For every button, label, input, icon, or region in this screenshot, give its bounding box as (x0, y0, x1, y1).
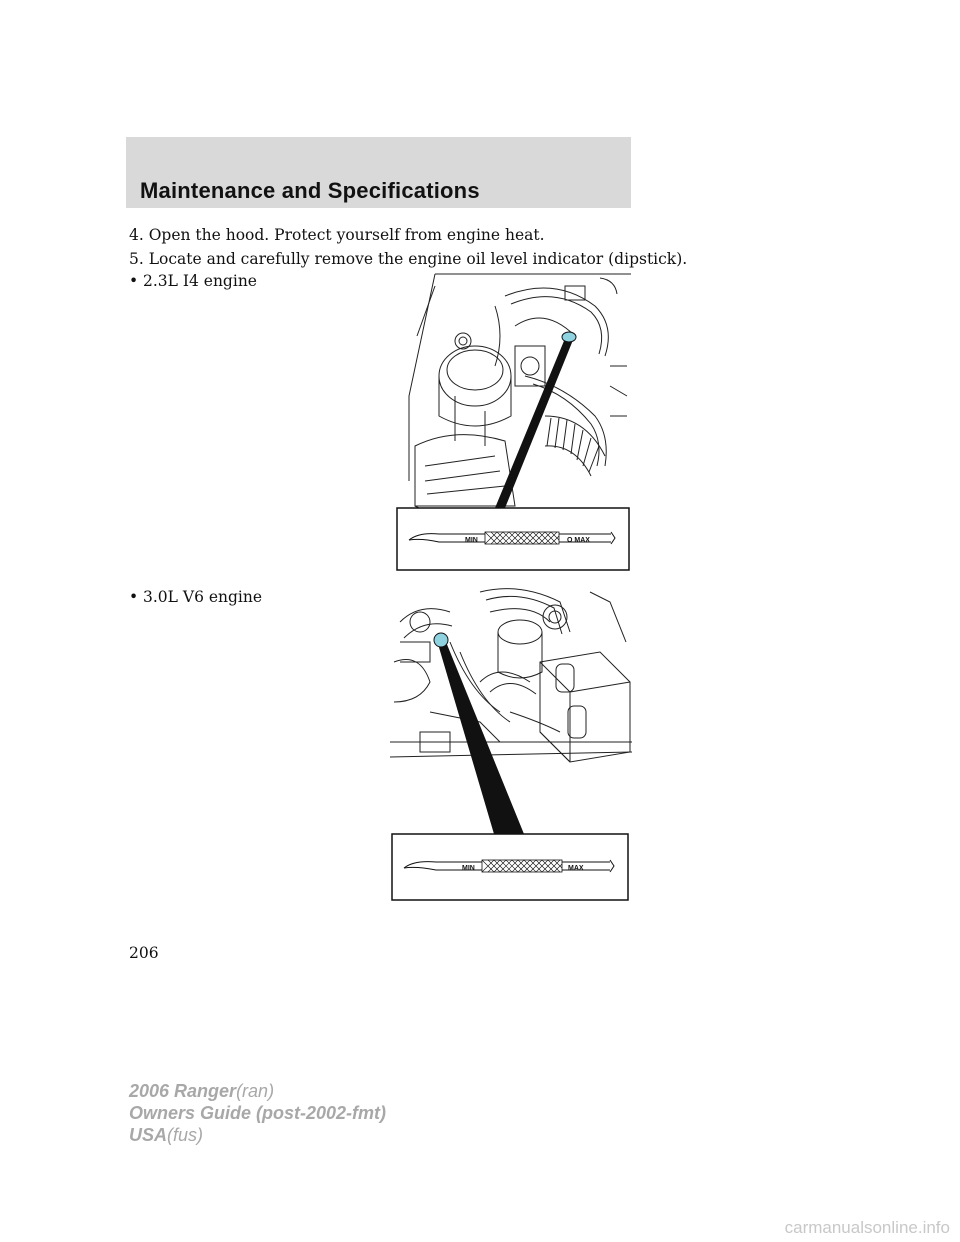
footer-market-code: (fus) (167, 1125, 204, 1145)
footer-line-2 (129, 1102, 386, 1124)
dipstick-max-label-i4: O MAX (567, 537, 590, 544)
bullet-engine-v6 (129, 588, 262, 606)
engine-i4-illustration (395, 266, 631, 572)
step-5-text: 5. Locate and carefully remove the engine oil level indicator (dipstick). (129, 250, 688, 268)
footer-model: 2006 Ranger (129, 1081, 237, 1101)
dipstick-min-label-i4: MIN (465, 537, 478, 544)
bullet-dot: • (129, 272, 139, 290)
page-number: 206 (129, 944, 159, 962)
footer-line-3 (129, 1124, 386, 1146)
engine-v6-illustration (390, 582, 632, 902)
bullet-engine-i4 (129, 272, 257, 290)
footer-guide-format: Owners Guide (post-2002-fmt) (129, 1103, 387, 1123)
footer-line-1 (129, 1080, 386, 1102)
footer-market: USA (129, 1125, 168, 1145)
watermark: carmanualsonline.info (784, 1218, 950, 1237)
step-4-text: 4. Open the hood. Protect yourself from engine heat. (129, 226, 545, 244)
dipstick-max-label-v6: MAX (568, 865, 584, 872)
document-footer (129, 1080, 386, 1146)
footer-model-code: (ran) (236, 1081, 275, 1101)
section-title: Maintenance and Specifications (140, 178, 480, 203)
dipstick-min-label-v6: MIN (462, 865, 475, 872)
bullet-label-i4: 2.3L I4 engine (143, 272, 257, 290)
bullet-dot: • (129, 588, 139, 606)
bullet-label-v6: 3.0L V6 engine (143, 588, 263, 606)
